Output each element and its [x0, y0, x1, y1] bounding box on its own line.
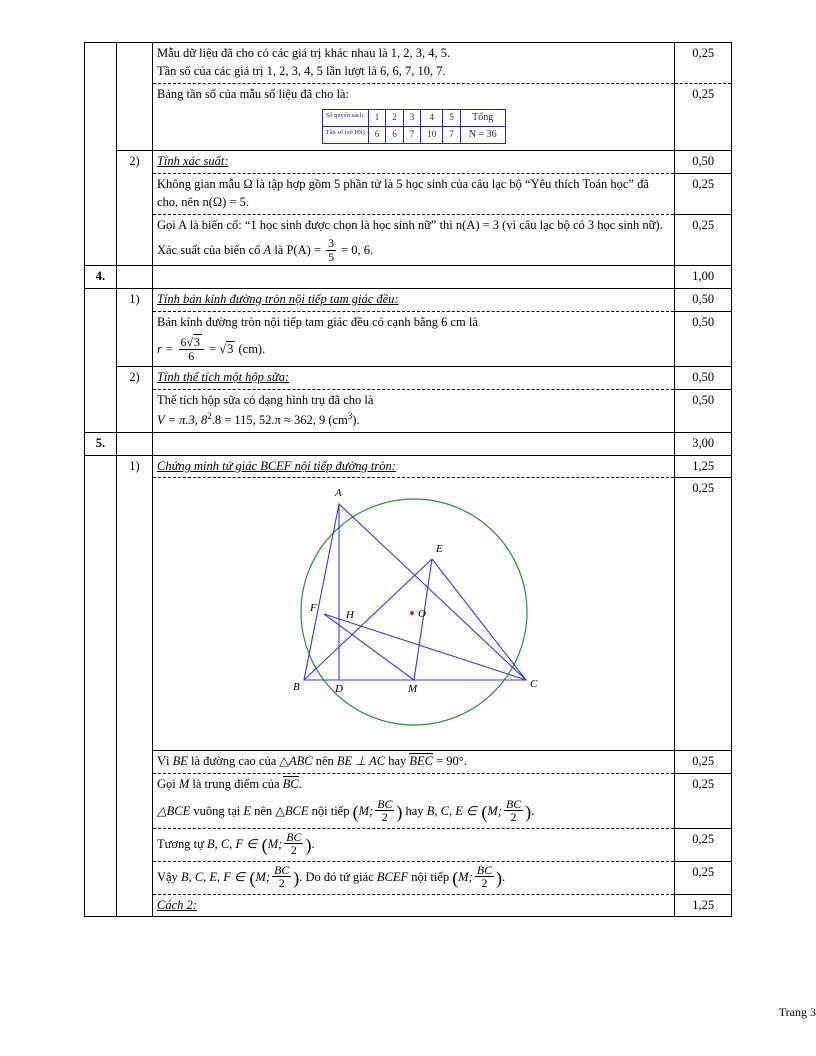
math-var: M;	[487, 803, 502, 818]
text-line: Thể tích hộp sữa có dạng hình trụ đã cho là	[156, 393, 374, 408]
cell-sub-number	[116, 266, 152, 289]
text-line	[157, 776, 670, 794]
cell-points: 0,25	[675, 774, 732, 829]
text-fragment: là trung điểm của	[189, 777, 283, 792]
math-var: M	[178, 777, 190, 792]
math-var: M;	[458, 869, 473, 884]
cell-content	[152, 367, 674, 390]
cell-content	[152, 83, 674, 151]
table-row	[85, 214, 732, 266]
sqrt-radicand: 3	[194, 335, 200, 350]
cell-sub-number	[116, 83, 152, 151]
cell-points: 0,25	[675, 83, 732, 151]
section-title: Cách 2:	[156, 897, 197, 912]
cell-points: 3,00	[675, 432, 732, 455]
label-O: O	[417, 608, 426, 621]
angle-notation: BEC	[409, 754, 433, 769]
math-exponent: 3	[347, 410, 353, 421]
cell-question-number	[85, 83, 117, 151]
text-fragment: Tương tự	[156, 836, 208, 851]
formula-line	[157, 410, 670, 430]
section-title: Tính xác suất:	[156, 154, 229, 169]
diagram-labels	[293, 487, 538, 695]
table-row	[85, 266, 732, 289]
paren-group: )	[496, 867, 503, 888]
table-row	[85, 828, 732, 861]
label-H: H	[345, 609, 354, 622]
fraction-numerator	[179, 336, 204, 349]
text-fragment: = 90°.	[433, 754, 467, 769]
paren-group: (	[352, 801, 359, 822]
cell-content	[152, 432, 674, 455]
cell-question-number: 5.	[85, 432, 117, 455]
label-C: C	[529, 678, 537, 691]
fraction-denominator: 2	[481, 876, 488, 891]
cell-content	[152, 311, 674, 367]
table-row	[85, 432, 732, 455]
cell-sub-number	[116, 174, 152, 215]
cell-content	[152, 43, 674, 84]
fraction-numerator: BC	[476, 862, 492, 877]
label-M: M	[407, 683, 417, 696]
math-expression: B, C, E, F ∈	[180, 869, 245, 884]
label-E: E	[435, 543, 443, 556]
math-expression: B, C, E ∈	[426, 803, 477, 818]
fraction-denominator: 2	[381, 810, 388, 825]
cell-content	[152, 861, 674, 894]
frequency-value: 2	[386, 110, 404, 127]
cell-sub-number: 2)	[116, 151, 152, 174]
text-fragment: hay	[402, 803, 427, 818]
math-var: E	[243, 803, 251, 818]
fraction-numerator: BC	[505, 796, 522, 811]
text-fragment: (cm).	[235, 342, 266, 357]
math-var: ABC	[288, 754, 313, 769]
text-line: Mẫu dữ liệu đã cho có các giá trị khác nhau là 1, 2, 3, 4, 5.	[156, 46, 451, 60]
cell-content	[152, 894, 674, 917]
fraction-denominator: 6	[188, 348, 195, 363]
frequency-header-row	[322, 110, 505, 127]
table-row	[85, 311, 732, 367]
fraction-numerator: 3	[328, 236, 334, 251]
cell-question-number	[85, 828, 117, 861]
cell-sub-number	[116, 432, 152, 455]
math-exponent: 2	[207, 410, 212, 421]
cell-sub-number	[116, 43, 152, 84]
cell-content	[152, 214, 674, 266]
cell-sub-number	[116, 751, 152, 774]
frequency-count: 10	[421, 127, 443, 144]
cell-content	[152, 774, 674, 829]
text-fragment: Vậy	[156, 869, 181, 884]
paren-group: )	[396, 801, 403, 822]
section-title: Tính thể tích một hộp sữa:	[156, 370, 290, 385]
cell-content	[152, 266, 674, 289]
cell-question-number	[85, 367, 117, 390]
cell-sub-number	[116, 478, 152, 751]
cell-points: 0,25	[675, 751, 732, 774]
cell-points: 0,50	[675, 390, 732, 433]
table-row	[85, 478, 732, 751]
table-row	[85, 455, 732, 478]
label-A: A	[334, 487, 342, 500]
cell-content	[152, 151, 674, 174]
cell-question-number	[85, 751, 117, 774]
triangle-circumcircle-diagram	[264, 484, 564, 746]
fraction	[475, 864, 494, 890]
paren-group: (	[452, 867, 459, 888]
paren-group: (	[476, 801, 488, 822]
label-B: B	[292, 681, 300, 694]
cell-content	[152, 390, 674, 433]
fraction-denominator: 2	[278, 876, 285, 891]
label-F: F	[309, 602, 317, 615]
frequency-row-label: Tần số (số HS)	[322, 127, 368, 144]
frequency-total-header: Tổng	[460, 110, 505, 127]
text-fragment: nội tiếp	[308, 803, 353, 818]
fraction-denominator: 5	[328, 249, 334, 264]
text-fragment: .8 = 115, 52.π ≈ 362, 9 (cm	[211, 413, 348, 428]
section-title: Tính bán kính đường tròn nội tiếp tam giác đều:	[156, 291, 399, 306]
math-var: BCEF	[376, 869, 409, 884]
cell-question-number	[85, 478, 117, 751]
text-fragment: là P(A) =	[271, 243, 325, 258]
cell-question-number	[85, 455, 117, 478]
text-line: Bán kính đường tròn nội tiếp tam giác đều có cạnh bằng 6 cm là	[156, 314, 478, 329]
page-footer	[0, 1005, 816, 1020]
cell-points: 0,25	[675, 214, 732, 266]
cell-content: Không gian mẫu Ω là tập hợp gồm 5 phần tử là 5 học sinh của câu lạc bộ “Yêu thích Toán học” đã cho, nên n(Ω) = 5.	[152, 174, 674, 215]
cell-points: 0,25	[675, 174, 732, 215]
text-fragment: . Do đó tứ giác	[299, 869, 377, 884]
text-fragment: nội tiếp	[408, 869, 453, 884]
frequency-count: 6	[386, 127, 404, 144]
cell-question-number: 4.	[85, 266, 117, 289]
text-fragment: Xác suất của biến cố	[156, 243, 264, 258]
text-fragment: =	[205, 342, 220, 357]
math-var: A	[263, 243, 272, 258]
cell-question-number	[85, 390, 117, 433]
text-fragment: .	[311, 836, 315, 851]
frequency-value: 5	[443, 110, 461, 127]
text-fragment: .	[502, 869, 506, 884]
cell-points: 0,50	[675, 367, 732, 390]
fraction	[272, 864, 291, 890]
cell-sub-number	[116, 390, 152, 433]
text-fragment: nên △	[250, 803, 285, 818]
frequency-value: 3	[403, 110, 421, 127]
text-fragment: .	[531, 803, 535, 818]
table-row	[85, 151, 732, 174]
fraction-denominator: 2	[510, 810, 517, 825]
cell-points: 0,25	[675, 43, 732, 84]
label-D: D	[334, 683, 343, 696]
cell-points: 0,50	[675, 288, 732, 311]
table-row	[85, 288, 732, 311]
cell-sub-number: 1)	[116, 288, 152, 311]
table-row	[85, 43, 732, 84]
cell-sub-number	[116, 894, 152, 917]
math-var: r =	[156, 342, 177, 357]
fraction	[179, 336, 204, 362]
frequency-row-label: Số quyển sách	[322, 110, 368, 127]
text-fragment: hay	[385, 754, 410, 769]
sqrt-symbol: √3	[186, 335, 200, 350]
paren-group: )	[525, 801, 532, 822]
cell-points: 1,25	[675, 894, 732, 917]
text-fragment: Gọi	[156, 777, 179, 792]
cell-sub-number: 2)	[116, 367, 152, 390]
math-var: M;	[358, 803, 374, 818]
cell-points: 0,25	[675, 861, 732, 894]
text-line: Bảng tần số của mẫu số liệu đã cho là:	[156, 86, 349, 101]
cell-sub-number	[116, 774, 152, 829]
math-expression: B, C, F ∈	[207, 836, 258, 851]
sqrt-symbol: √3	[219, 342, 234, 357]
paren-group: (	[257, 834, 268, 855]
cell-points: 0,50	[675, 311, 732, 367]
center-point-o	[410, 611, 414, 615]
table-row	[85, 894, 732, 917]
cell-points: 0,25	[675, 478, 732, 751]
frequency-count: 7	[443, 127, 461, 144]
cell-content	[152, 828, 674, 861]
frequency-value: 1	[368, 110, 386, 127]
table-row	[85, 174, 732, 215]
formula-line	[157, 234, 670, 263]
cell-sub-number	[116, 861, 152, 894]
text-fragment: .	[298, 777, 302, 792]
cell-question-number	[85, 214, 117, 266]
table-row	[85, 367, 732, 390]
fraction-numerator: BC	[286, 829, 302, 844]
text-fragment: ).	[352, 413, 360, 428]
paren-group: )	[293, 867, 300, 888]
cell-content	[152, 751, 674, 774]
cell-points: 0,25	[675, 828, 732, 861]
cell-question-number	[85, 174, 117, 215]
cell-question-number	[85, 894, 117, 917]
cell-sub-number: 1)	[116, 455, 152, 478]
text-fragment: = 0, 6.	[338, 243, 374, 258]
cell-question-number	[85, 861, 117, 894]
cell-points: 1,00	[675, 266, 732, 289]
frequency-value: 4	[421, 110, 443, 127]
text-fragment: là đường cao của △	[187, 754, 289, 769]
frequency-count: 7	[403, 127, 421, 144]
frequency-data-row	[322, 127, 505, 144]
fraction	[504, 798, 523, 824]
frequency-table	[322, 109, 506, 144]
page-number-label: Trang 3	[778, 1005, 816, 1019]
cell-points: 0,50	[675, 151, 732, 174]
arc-notation: BC	[282, 777, 299, 792]
frequency-total-value: N = 36	[460, 127, 505, 144]
cell-sub-number	[116, 214, 152, 266]
cell-content-figure	[152, 478, 674, 751]
cell-question-number	[85, 774, 117, 829]
text-fragment: Vì	[156, 754, 173, 769]
table-row	[85, 774, 732, 829]
paren-group: )	[305, 834, 312, 855]
table-row	[85, 751, 732, 774]
formula-line	[157, 331, 670, 364]
cell-question-number	[85, 311, 117, 367]
fraction-numerator: BC	[377, 796, 393, 811]
section-title: Chứng minh tứ giác BCEF nội tiếp đường tròn:	[156, 458, 396, 473]
text-fragment: vuông tại	[190, 803, 244, 818]
cell-content	[152, 288, 674, 311]
cell-question-number	[85, 288, 117, 311]
math-var: BCE	[284, 803, 309, 818]
sqrt-radicand: 3	[227, 342, 234, 357]
text-line: Tần số của các giá trị 1, 2, 3, 4, 5 lần lượt là 6, 6, 7, 10, 7.	[156, 63, 446, 78]
table-row	[85, 861, 732, 894]
fraction	[284, 831, 303, 857]
fraction	[326, 237, 336, 263]
text-fragment: nên	[312, 754, 337, 769]
math-var: BE	[172, 754, 188, 769]
math-expression: V = π.3, 8	[156, 413, 208, 428]
geometry-figure	[157, 480, 670, 748]
cell-question-number	[85, 151, 117, 174]
fraction	[375, 798, 394, 824]
cell-sub-number	[116, 828, 152, 861]
cell-points: 1,25	[675, 455, 732, 478]
math-expression: △BCE	[156, 803, 191, 818]
cell-question-number	[85, 43, 117, 84]
table-row	[85, 390, 732, 433]
frequency-count: 6	[368, 127, 386, 144]
math-var: M;	[267, 836, 283, 851]
formula-line	[157, 794, 670, 826]
text-line: Gọi A là biến cố: “1 học sinh được chọn là học sinh nữ” thì n(A) = 3 (vì câu lạc bộ có 3 học sinh nữ).	[156, 217, 663, 232]
text-fragment: 6	[180, 335, 187, 350]
table-row	[85, 83, 732, 151]
math-expression: BE ⊥ AC	[336, 754, 386, 769]
frequency-table-wrapper	[157, 103, 670, 148]
cell-sub-number	[116, 311, 152, 367]
math-var: M;	[255, 869, 271, 884]
fraction-denominator: 2	[290, 843, 297, 858]
paren-group: (	[244, 867, 256, 888]
fraction-numerator: BC	[274, 862, 290, 877]
cell-content	[152, 455, 674, 478]
answer-key-table	[84, 42, 732, 917]
